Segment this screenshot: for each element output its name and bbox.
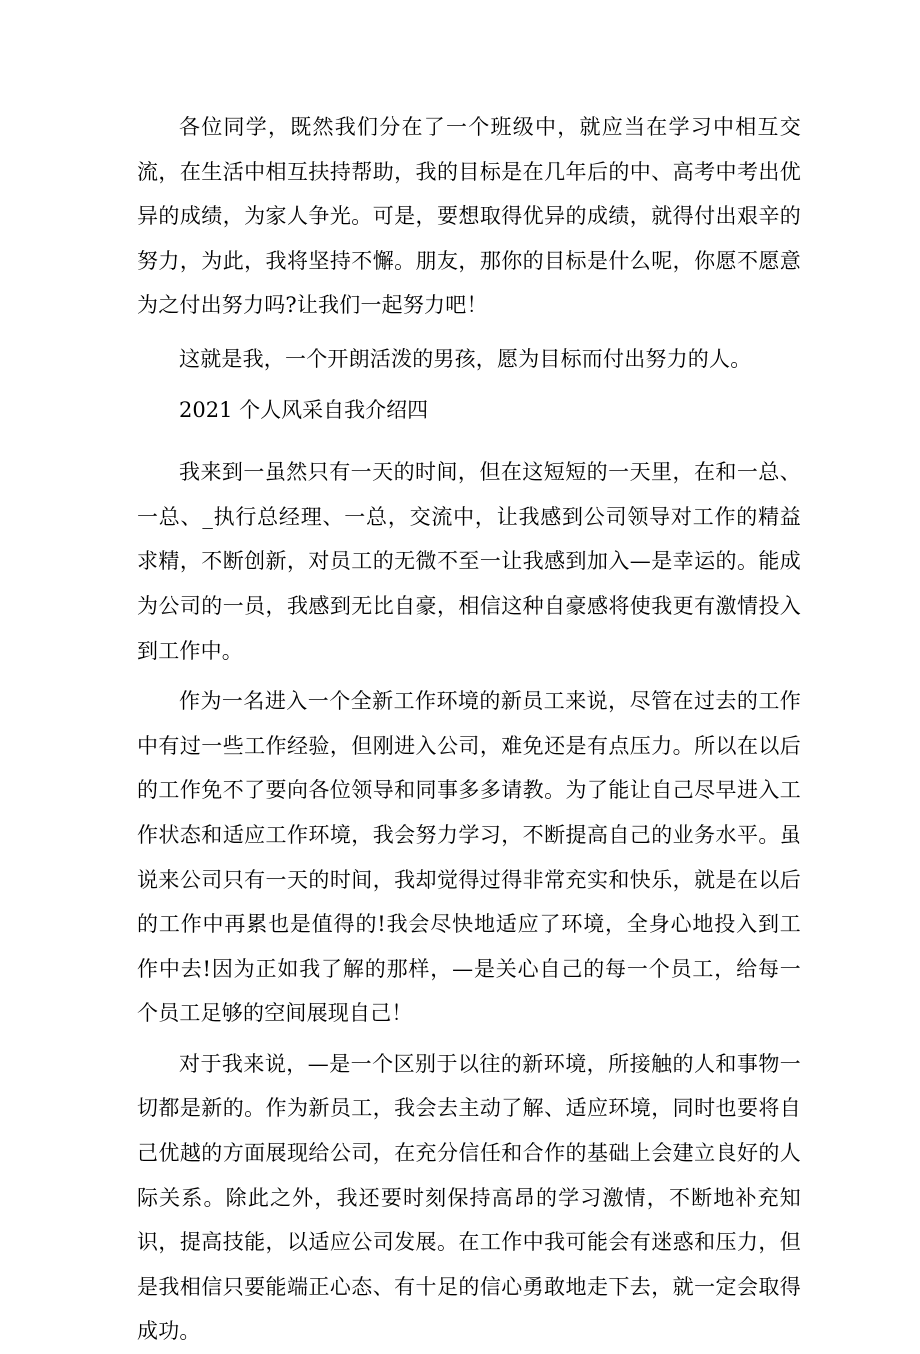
document-body [137, 105, 801, 1354]
section-body [137, 450, 801, 1354]
paragraph-new-employee: 作为一名进入一个全新工作环境的新员工来说，尽管在过去的工作中有过一些工作经验，但刚进入公司，难免还是有点压力。所以在以后的工作免不了要向各位领导和同事多多请教。为了能让自己尽早进入工作状态和适应工作环境，我会努力学习，不断提高自己的业务水平。虽说来公司只有一天的时间，我却觉得过得非常充实和快乐，就是在以后的工作中再累也是值得的!我会尽快地适应了环境，全身心地投入到工作中去!因为正如我了解的那样，—是关心自己的每一个员工，给每一个员工足够的空间展现自己！ [137, 689, 801, 1026]
paragraph-first-day: 我来到一虽然只有一天的时间，但在这短短的一天里，在和一总、一总、_执行总经理、一总，交流中，让我感到公司领导对工作的精益求精，不断创新，对员工的无微不至一让我感到加入—是幸运的。能成为公司的一员，我感到无比自豪，相信这种自豪感将使我更有激情投入到工作中。 [137, 460, 801, 663]
paragraph-study-goals: 各位同学，既然我们分在了一个班级中，就应当在学习中相互交流，在生活中相互扶持帮助，我的目标是在几年后的中、高考中考出优异的成绩，为家人争光。可是，要想取得优异的成绩，就得付出艰辛的努力，为此，我将坚持不懈。朋友，那你的目标是什么呢，你愿不愿意为之付出努力吗?让我们一起努力吧！ [137, 115, 801, 318]
section-heading: 2021 个人风采自我介绍四 [179, 397, 429, 422]
paragraph-new-environment: 对于我来说，—是一个区别于以往的新环境，所接触的人和事物一切都是新的。作为新员工，我会去主动了解、适应环境，同时也要将自己优越的方面展现给公司，在充分信任和合作的基础上会建立良好的人际关系。除此之外，我还要时刻保持高昂的学习激情，不断地补充知识，提高技能，以适应公司发展。在工作中我可能会有迷惑和压力，但是我相信只要能端正心态、有十足的信心勇敢地走下去，就一定会取得成功。 [137, 1051, 801, 1344]
paragraph-self-summary: 这就是我，一个开朗活泼的男孩，愿为目标而付出努力的人。 [179, 346, 752, 371]
